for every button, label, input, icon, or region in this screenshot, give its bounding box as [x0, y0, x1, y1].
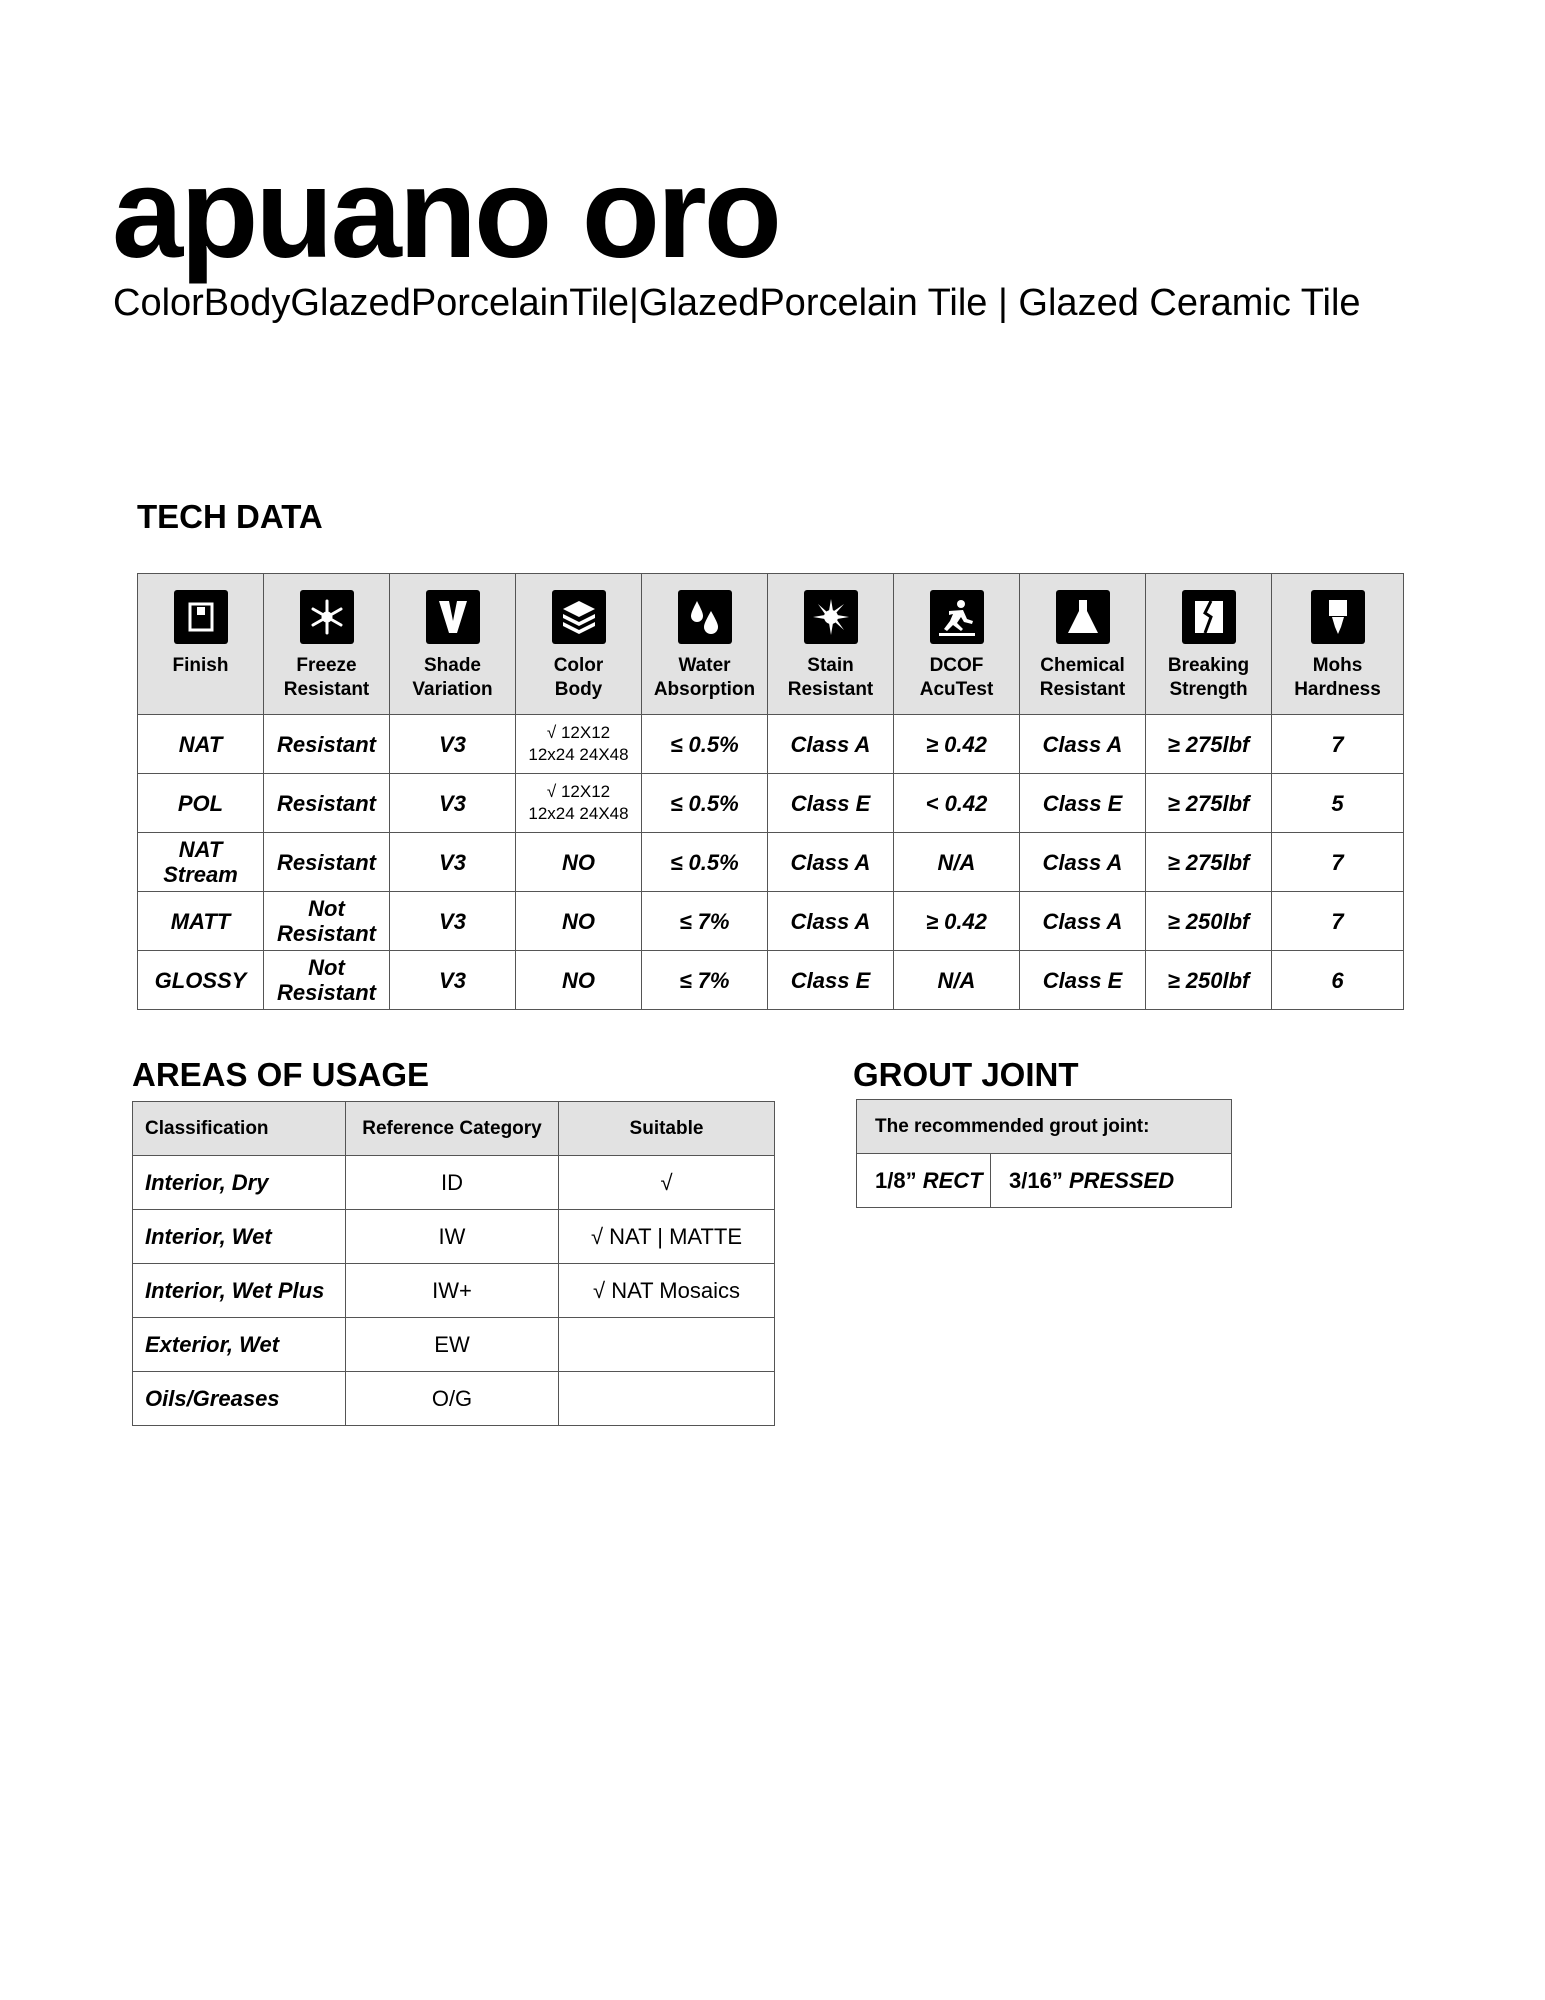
cell-water: ≤ 7% — [642, 951, 768, 1010]
usage-row — [133, 1210, 775, 1264]
cell-mohs: 6 — [1272, 951, 1404, 1010]
cell-suitable — [559, 1318, 775, 1372]
cell-stain: Class A — [768, 715, 894, 774]
col-chemical: Chemical Resistant — [1020, 574, 1146, 715]
cell-chemical: Class A — [1020, 892, 1146, 951]
cell-dcof: ≥ 0.42 — [894, 892, 1020, 951]
cell-finish: MATT — [138, 892, 264, 951]
cell-chemical: Class A — [1020, 715, 1146, 774]
areas-of-usage-heading: AREAS OF USAGE — [132, 1056, 430, 1093]
cell-freeze: Resistant — [264, 774, 390, 833]
flask-icon — [1056, 590, 1110, 644]
cell-water: ≤ 0.5% — [642, 833, 768, 892]
cell-breaking: ≥ 275lbf — [1146, 833, 1272, 892]
cell-stain: Class E — [768, 951, 894, 1010]
cell-shade: V3 — [390, 715, 516, 774]
cell-color-body: NO — [516, 833, 642, 892]
cell-breaking: ≥ 250lbf — [1146, 892, 1272, 951]
usage-row — [133, 1156, 775, 1210]
col-freeze: Freeze Resistant — [264, 574, 390, 715]
page-title: apuano oro — [112, 142, 779, 285]
cell-finish: NAT Stream — [138, 833, 264, 892]
cell-water: ≤ 7% — [642, 892, 768, 951]
cell-color-body: √ 12X12 12x24 24X48 — [516, 715, 642, 774]
cell-water: ≤ 0.5% — [642, 774, 768, 833]
layers-icon — [552, 590, 606, 644]
tech-row-glossy — [138, 951, 1404, 1010]
col-shade: Shade Variation — [390, 574, 516, 715]
cell-chemical: Class A — [1020, 833, 1146, 892]
cell-reference-category: IW — [346, 1210, 559, 1264]
tech-data-table — [137, 573, 1404, 1010]
grout-value-row — [857, 1154, 1232, 1208]
cell-suitable: √ NAT Mosaics — [559, 1264, 775, 1318]
usage-row — [133, 1318, 775, 1372]
grout-pressed-cell: 3/16” PRESSED — [991, 1154, 1232, 1208]
hardness-tip-icon — [1311, 590, 1365, 644]
grout-joint-table — [856, 1099, 1232, 1208]
water-drops-icon — [678, 590, 732, 644]
cell-classification: Interior, Wet Plus — [133, 1264, 346, 1318]
cell-suitable: √ NAT | MATTE — [559, 1210, 775, 1264]
cell-classification: Interior, Dry — [133, 1156, 346, 1210]
cell-freeze: Not Resistant — [264, 892, 390, 951]
cell-mohs: 7 — [1272, 833, 1404, 892]
cell-chemical: Class E — [1020, 951, 1146, 1010]
cell-dcof: < 0.42 — [894, 774, 1020, 833]
cell-reference-category: ID — [346, 1156, 559, 1210]
usage-row — [133, 1372, 775, 1426]
cell-reference-category: EW — [346, 1318, 559, 1372]
col-mohs: Mohs Hardness — [1272, 574, 1404, 715]
broken-tile-icon — [1182, 590, 1236, 644]
col-water: Water Absorption — [642, 574, 768, 715]
cell-stain: Class E — [768, 774, 894, 833]
grout-joint-label: The recommended grout joint: — [857, 1100, 1232, 1154]
cell-mohs: 5 — [1272, 774, 1404, 833]
col-breaking: Breaking Strength — [1146, 574, 1272, 715]
cell-freeze: Resistant — [264, 833, 390, 892]
cell-reference-category: IW+ — [346, 1264, 559, 1318]
tech-row-nat — [138, 715, 1404, 774]
col-dcof: DCOF AcuTest — [894, 574, 1020, 715]
cell-chemical: Class E — [1020, 774, 1146, 833]
cell-color-body: NO — [516, 892, 642, 951]
cell-finish: NAT — [138, 715, 264, 774]
cell-suitable: √ — [559, 1156, 775, 1210]
slip-icon — [930, 590, 984, 644]
cell-dcof: N/A — [894, 833, 1020, 892]
cell-classification: Exterior, Wet — [133, 1318, 346, 1372]
cell-suitable — [559, 1372, 775, 1426]
cell-breaking: ≥ 250lbf — [1146, 951, 1272, 1010]
cell-water: ≤ 0.5% — [642, 715, 768, 774]
cell-classification: Interior, Wet — [133, 1210, 346, 1264]
col-finish: Finish — [138, 574, 264, 715]
cell-shade: V3 — [390, 951, 516, 1010]
col-stain: Stain Resistant — [768, 574, 894, 715]
header-suitable: Suitable — [559, 1102, 775, 1156]
usage-row — [133, 1264, 775, 1318]
page-subtitle: ColorBodyGlazedPorcelainTile|GlazedPorcelain Tile | Glazed Ceramic Tile — [113, 282, 1361, 324]
cell-stain: Class A — [768, 892, 894, 951]
cell-stain: Class A — [768, 833, 894, 892]
cell-shade: V3 — [390, 833, 516, 892]
cell-dcof: ≥ 0.42 — [894, 715, 1020, 774]
splash-icon — [804, 590, 858, 644]
cell-dcof: N/A — [894, 951, 1020, 1010]
tech-row-pol — [138, 774, 1404, 833]
cell-freeze: Resistant — [264, 715, 390, 774]
cell-shade: V3 — [390, 892, 516, 951]
cell-reference-category: O/G — [346, 1372, 559, 1426]
cell-color-body: √ 12X12 12x24 24X48 — [516, 774, 642, 833]
grout-rect-cell: 1/8” RECT — [857, 1154, 991, 1208]
cell-breaking: ≥ 275lbf — [1146, 715, 1272, 774]
col-color-body: Color Body — [516, 574, 642, 715]
cell-breaking: ≥ 275lbf — [1146, 774, 1272, 833]
cell-mohs: 7 — [1272, 715, 1404, 774]
shade-variation-icon — [426, 590, 480, 644]
cell-color-body: NO — [516, 951, 642, 1010]
snowflake-icon — [300, 590, 354, 644]
finish-icon — [174, 590, 228, 644]
header-reference-category: Reference Category — [346, 1102, 559, 1156]
grout-header-row — [857, 1100, 1232, 1154]
tech-row-nat-stream — [138, 833, 1404, 892]
cell-finish: POL — [138, 774, 264, 833]
tech-header-row — [138, 574, 1404, 715]
areas-of-usage-table — [132, 1101, 775, 1426]
header-classification: Classification — [133, 1102, 346, 1156]
cell-classification: Oils/Greases — [133, 1372, 346, 1426]
tech-data-heading: TECH DATA — [137, 498, 323, 535]
grout-joint-heading: GROUT JOINT — [853, 1056, 1079, 1093]
cell-mohs: 7 — [1272, 892, 1404, 951]
usage-header-row — [133, 1102, 775, 1156]
cell-finish: GLOSSY — [138, 951, 264, 1010]
cell-freeze: Not Resistant — [264, 951, 390, 1010]
cell-shade: V3 — [390, 774, 516, 833]
tech-row-matt — [138, 892, 1404, 951]
